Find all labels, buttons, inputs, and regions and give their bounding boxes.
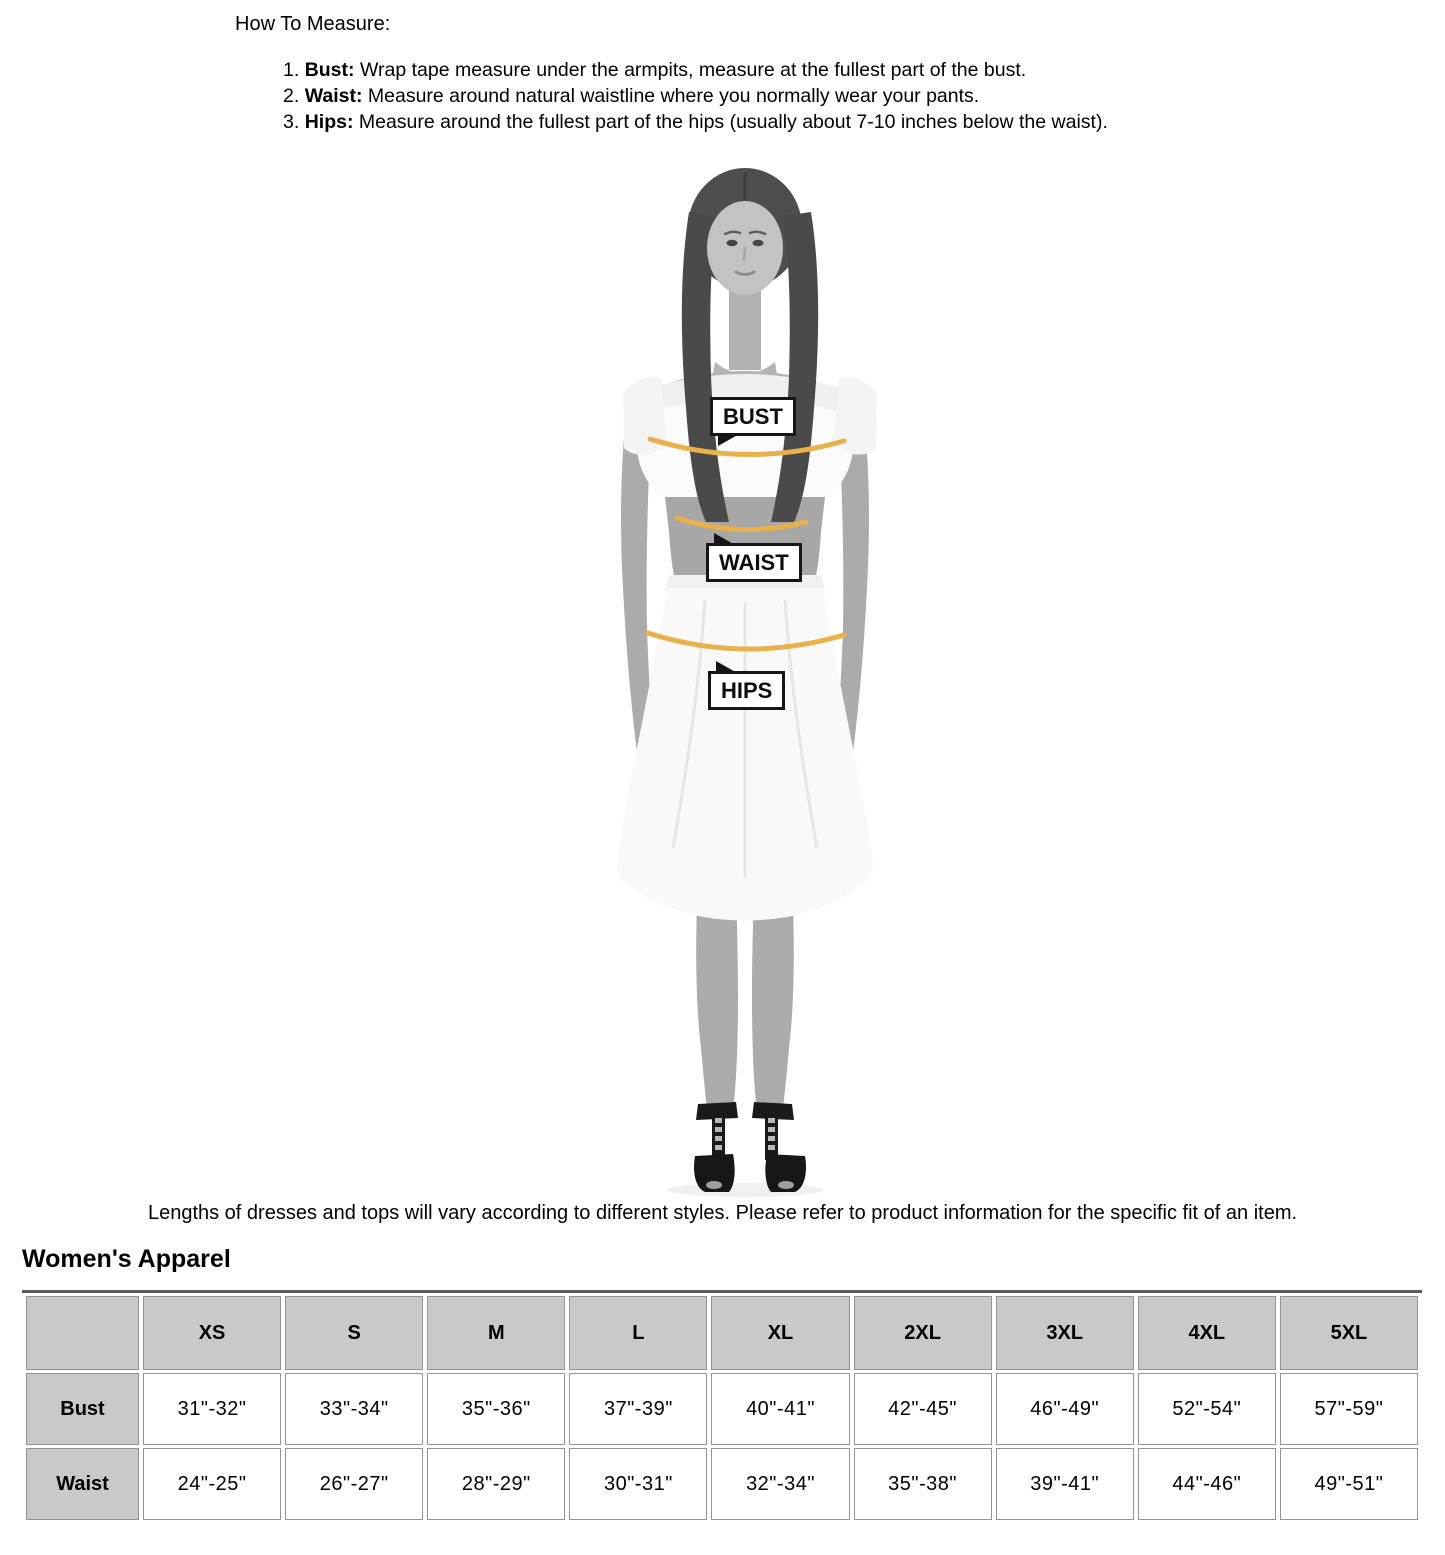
size-chart-row [26,1448,1418,1520]
size-header-xl: XL [711,1296,849,1370]
measure-step [283,57,1108,83]
step-text: Measure around natural waistline where you normally wear your pants. [367,85,980,107]
size-header-3xl: 3XL [996,1296,1134,1370]
cell-bust-4xl: 52"-54" [1138,1373,1276,1445]
size-header-xs: XS [143,1296,281,1370]
size-header-m: M [427,1296,565,1370]
measure-step [283,83,1108,109]
cell-waist-xl: 32"-34" [711,1448,849,1520]
size-chart-table [22,1290,1422,1523]
size-chart-row [26,1373,1418,1445]
hips-label-pointer [716,661,739,674]
cell-waist-2xl: 35"-38" [854,1448,992,1520]
measure-step [283,109,1108,135]
cell-bust-5xl: 57"-59" [1280,1373,1418,1445]
cell-bust-3xl: 46"-49" [996,1373,1134,1445]
cell-waist-5xl: 49"-51" [1280,1448,1418,1520]
size-header-s: S [285,1296,423,1370]
row-label-bust: Bust [26,1373,139,1445]
waist-label: WAIST [706,543,802,582]
row-label-waist: Waist [26,1448,139,1520]
step-term: Bust: [304,59,360,81]
cell-bust-2xl: 42"-45" [854,1373,992,1445]
cell-bust-xs: 31"-32" [143,1373,281,1445]
cell-waist-xs: 24"-25" [143,1448,281,1520]
cell-waist-s: 26"-27" [285,1448,423,1520]
size-chart-title: Women's Apparel [22,1245,231,1273]
hips-label: HIPS [708,671,785,710]
size-header-2xl: 2XL [854,1296,992,1370]
size-header-4xl: 4XL [1138,1296,1276,1370]
cell-waist-m: 28"-29" [427,1448,565,1520]
size-header-l: L [569,1296,707,1370]
bust-label: BUST [710,397,796,436]
cell-waist-l: 30"-31" [569,1448,707,1520]
cell-waist-3xl: 39"-41" [996,1448,1134,1520]
step-number: 3. [283,111,305,133]
step-text: Wrap tape measure under the armpits, measure at the fullest part of the bust. [359,59,1027,81]
step-term: Hips: [304,111,359,133]
waist-label-pointer [714,533,737,546]
step-number: 2. [283,85,305,107]
size-header-5xl: 5XL [1280,1296,1418,1370]
how-to-measure-heading: How To Measure: [235,13,391,35]
size-chart-corner-cell [26,1296,139,1370]
measure-steps-list [283,57,1108,135]
cell-bust-m: 35"-36" [427,1373,565,1445]
step-text: Measure around the fullest part of the hips (usually about 7-10 inches below the waist). [358,111,1108,133]
bust-label-pointer [718,433,741,446]
cell-bust-s: 33"-34" [285,1373,423,1445]
fit-note: Lengths of dresses and tops will vary according to different styles. Please refer to product information for the specific fit of an item. [147,1202,1298,1224]
step-term: Waist: [304,85,368,107]
cell-bust-l: 37"-39" [569,1373,707,1445]
step-number: 1. [283,59,305,81]
cell-bust-xl: 40"-41" [711,1373,849,1445]
cell-waist-4xl: 44"-46" [1138,1448,1276,1520]
